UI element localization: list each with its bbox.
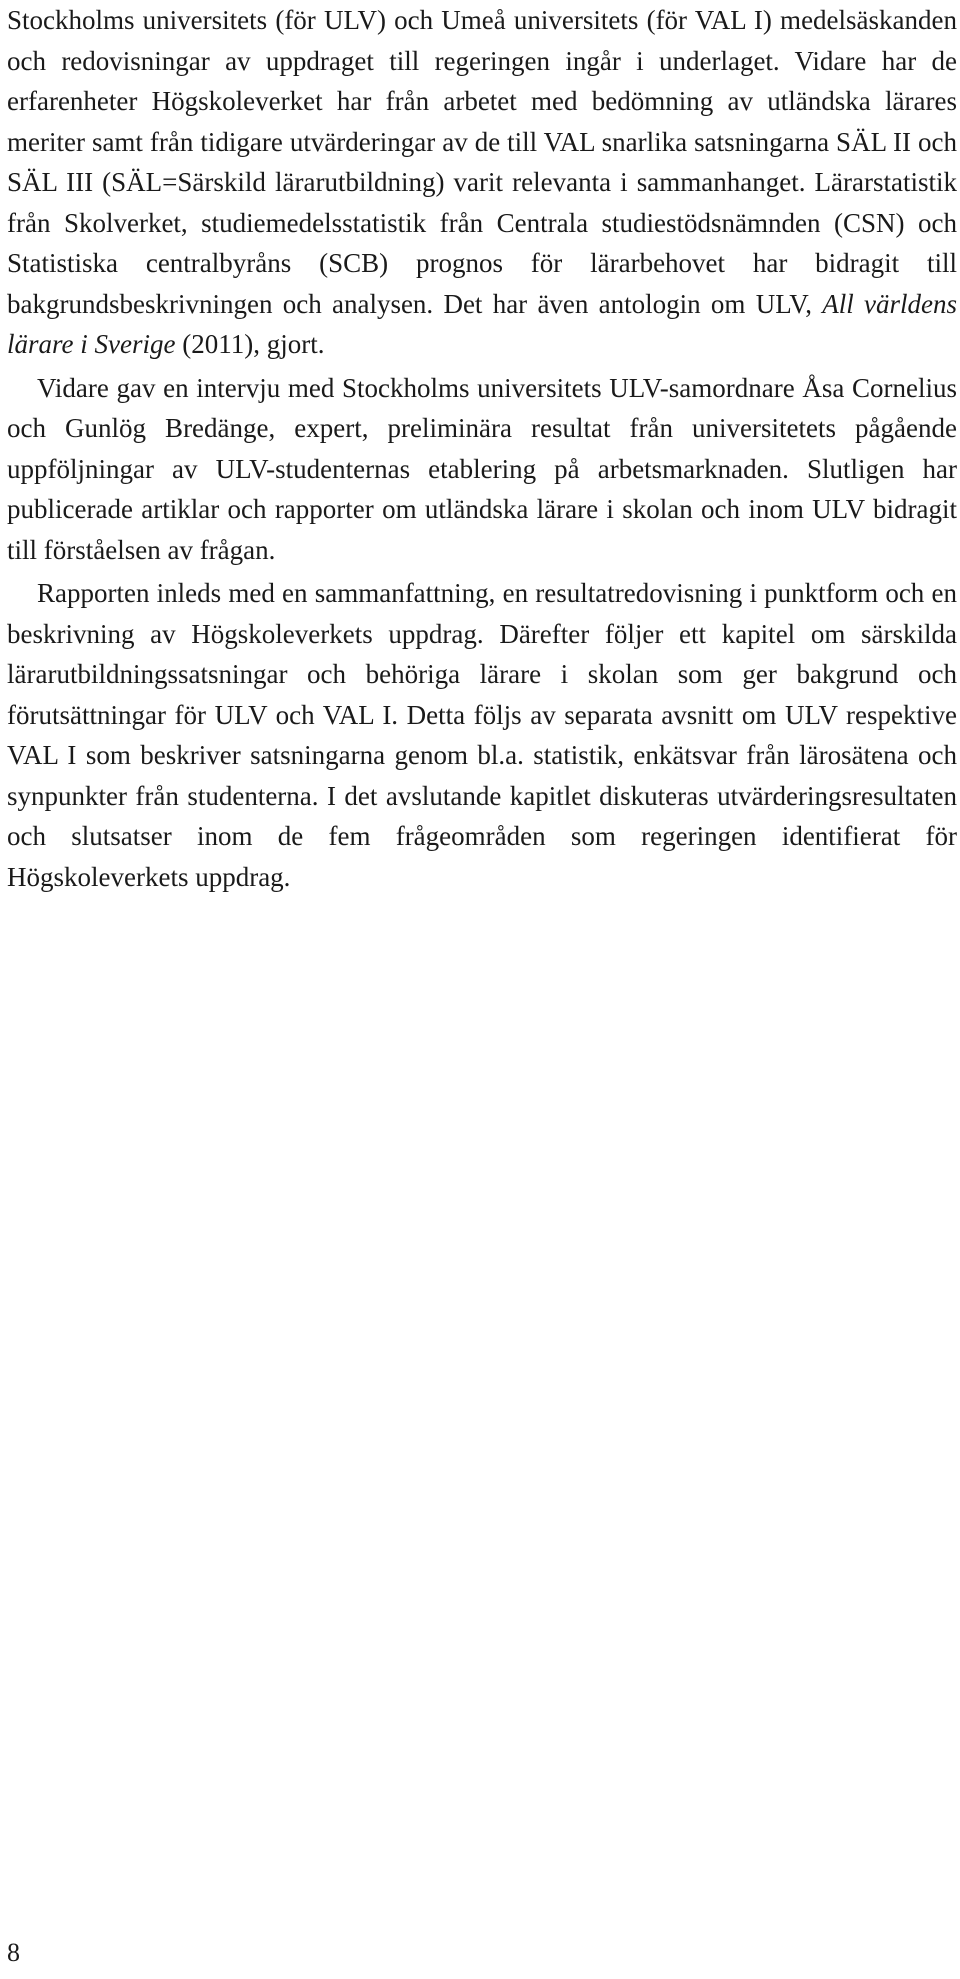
document-body bbox=[7, 0, 957, 897]
book-title: All världens lärare i Sverige bbox=[7, 288, 957, 359]
paragraph-rapportens-upplagg: Rapporten inleds med en sammanfattning, en resultatredovisning i punktform och en beskrivning av Högskoleverkets uppdrag. Därefter följer ett kapitel om särskilda lärarutbildningssatsningar och behöriga lärare i skolan som ger bakgrund och förutsättningar för ULV och VAL I. Detta följs av separata avsnitt om ULV respektive VAL I som beskriver satsningarna genom bl.a. statistik, enkätsvar från lärosätena och synpunkter från studenterna. I det avslutande kapitlet diskuteras utvärderingsresultaten och slutsatser inom de fem frågeområden som regeringen identifierat för Högskoleverkets uppdrag. bbox=[7, 578, 957, 892]
paragraph-underlag-trail: (2011), gjort. bbox=[175, 329, 325, 359]
paragraph-underlag bbox=[7, 0, 957, 365]
page-number: 8 bbox=[7, 1938, 20, 1967]
paragraph-intervju: Vidare gav en intervju med Stockholms universitets ULV-samordnare Åsa Cornelius och Gunlög Bredänge, expert, preliminära resultat från universitetets pågående uppföljningar av ULV-studenternas etablering på arbetsmarknaden. Slutligen har publicerade artiklar och rapporter om utländska lärare i skolan och inom ULV bidragit till förståelsen av frågan. bbox=[7, 372, 957, 565]
paragraph-underlag-lead: Stockholms universitets (för ULV) och Umeå universitets (för VAL I) medelsäskanden och redovisningar av uppdraget till regeringen ingår i underlaget. Vidare har de erfarenheter Högskoleverket har från arbetet med bedömning av utländska lärares meriter samt från tidigare utvärderingar av de till VAL snarlika satsningarna SÄL II och SÄL III (SÄL=Särskild lärarutbildning) varit relevanta i sammanhanget. Lärarstatistik från Skolverket, studiemedelsstatistik från Centrala studiestödsnämnden (CSN) och Statistiska centralbyråns (SCB) prognos för lärarbehovet har bidragit till bakgrundsbeskrivningen och analysen. Det har även antologin om ULV, bbox=[7, 5, 957, 319]
